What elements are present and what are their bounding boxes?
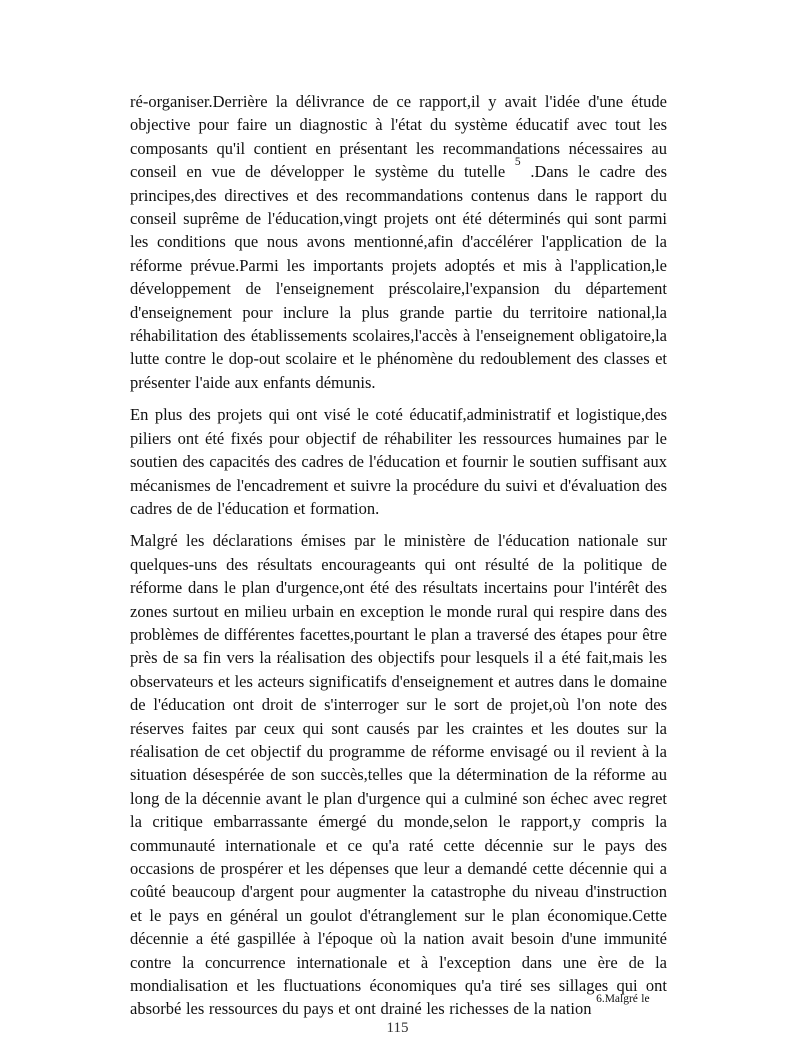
page-body — [130, 90, 667, 1030]
paragraph-1 — [130, 90, 667, 394]
paragraph-3-text: Malgré les déclarations émises par le ministère de l'éducation nationale sur quelques-uns des résultats encourageants qui ont résulté de la politique de réforme dans le plan d'urgence,ont été des résultats incertains pour l'intérêt des zones surtout en milieu urbain en exception le monde rural qui respire dans des problèmes de différentes facettes,pourtant le plan a traversé des étapes pour être près de sa fin vers la réalisation des objectifs pour lesquels il a été fait,mais les observateurs et les acteurs significatifs d'enseignement et autres dans le domaine de l'éducation ont droit de s'interroger sur le sort de projet,où l'on note des réserves faites par ceux qui sont causés par les craintes et les doutes sur la réalisation de cet objectif du programme de réforme envisagé ou il revient à la situation désespérée de son succès,telles que la détermination de la réforme au long de la décennie avant le plan d'urgence qui a culminé son échec avec regret la critique embarrassante émergé du monde,selon le rapport,y compris la communauté internationale et ce qu'a raté cette décennie sur le pays des occasions de prospérer et les dépenses que leur a demandé cette décennie qui a coûté beaucoup d'argent pour augmenter la catastrophe du niveau d'instruction et le pays en général un goulot d'étranglement sur le plan économique.Cette décennie a été gaspillée à l'époque où la nation avait besoin d'une immunité contre la concurrence internationale et à l'exception dans une ère de la mondialisation et les fluctuations économiques qu'a tiré ses sillages qui ont absorbé les ressources du pays et ont drainé les richesses de la nation — [130, 531, 667, 1019]
footnote-ref-5: 5 — [514, 155, 521, 168]
footnote-ref-6: 6.Malgré le — [596, 992, 650, 1005]
paragraph-2: En plus des projets qui ont visé le coté éducatif,administratif et logistique,des piliers ont été fixés pour objectif de réhabiliter les ressources humaines par le soutien des capacités des cadres de l'éducation et fournir le soutien suffisant aux mécanismes de l'encadrement et suivre la procédure du suivi et d'évaluation des cadres de de l'éducation et formation. — [130, 405, 667, 518]
paragraph-1-text: ré-organiser.Derrière la délivrance de ce rapport,il y avait l'idée d'une étude objective pour faire un diagnostic à l'état du système éducatif avec tout les composants qu'il contient en présentant les recommandations nécessaires au conseil en vue de développer le système du tutelle — [130, 92, 667, 182]
paragraph-1-continuation: .Dans le cadre des principes,des directives et des recommandations contenus dans le rapport du conseil suprême de l'éducation,vingt projets ont été déterminés qui sont parmi les conditions que nous avons mentionné,afin d'accélérer l'application de la réforme prévue.Parmi les importants projets adoptés et mis à l'application,le développement de l'enseignement préscolaire,l'expansion du département d'enseignement pour inclure la plus grande partie du territoire national,la réhabilitation des établissements scolaires,l'accès à l'enseignement obligatoire,la lutte contre le dop-out scolaire et le phénomène du redoublement des classes et présenter l'aide aux enfants démunis. — [130, 162, 667, 392]
paragraph-3 — [130, 529, 667, 1021]
page-number: 115 — [386, 1020, 409, 1036]
